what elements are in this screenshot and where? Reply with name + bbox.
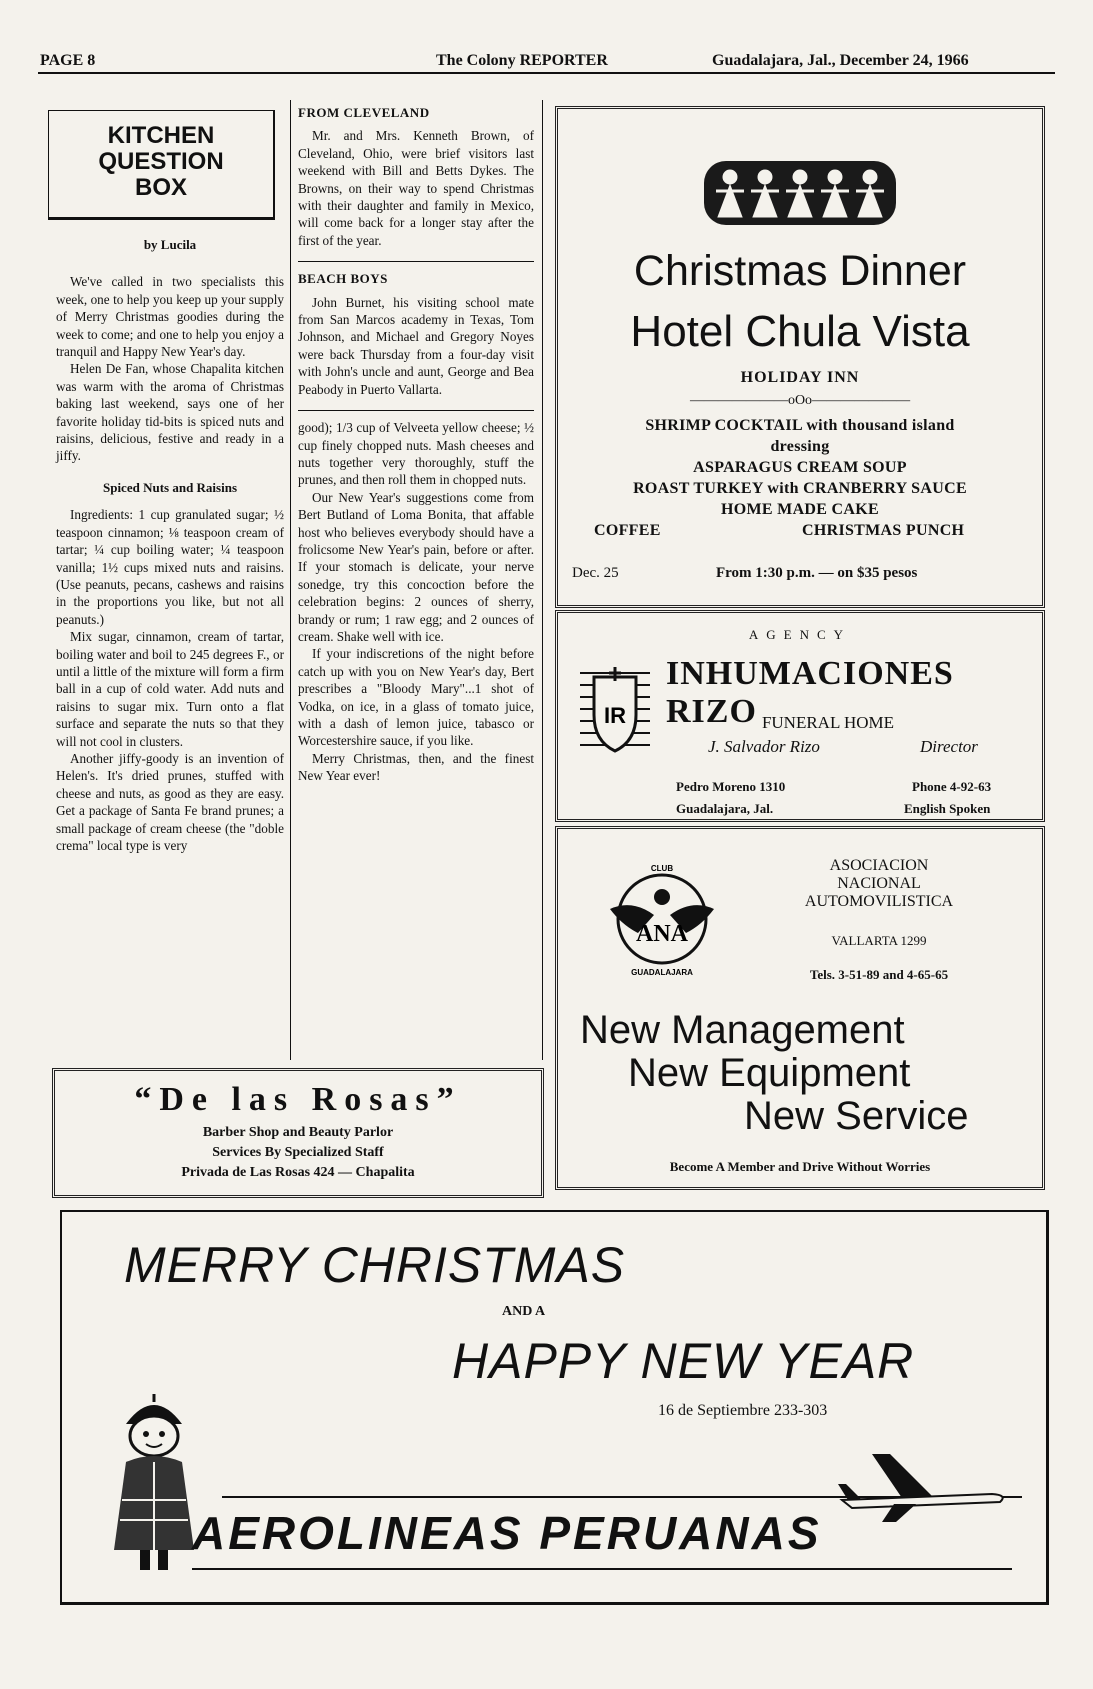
rosas-line3: Privada de Las Rosas 424 — Chapalita xyxy=(181,1165,415,1180)
ana-name-line: NACIONAL xyxy=(837,875,921,892)
rizo-name: INHUMACIONES RIZO xyxy=(666,655,954,730)
agency-label: AGENCY xyxy=(748,627,852,642)
paragraph: Helen De Fan, whose Chapalita kitchen was warm with the aroma of Christmas baking last weekend, says one of her favorite holiday tid-bits is spiced nuts and raisins, delicious, festive and ready in a jiffy. xyxy=(56,361,284,464)
dinner-ad xyxy=(555,106,1045,608)
paragraph: Mr. and Mrs. Kenneth Brown, of Cleveland, Ohio, were brief visitors last weekend with Bill and Betts Dykes. The Browns, on their way to spend Christmas with their daughter and family in Mexico, will come back for a longer stay after the first of the year. xyxy=(298,128,534,248)
rizo-ad xyxy=(555,610,1045,822)
paragraph: If your indiscretions of the night before catch up with you on New Year's day, Bert prescribes a "Bloody Mary"...1 shot of Vodka, on ice, in a glass of tomato juice, with a dash of lemon juice, tabasco or Worcestershire sauce, if you like. xyxy=(298,646,534,749)
column-rule xyxy=(542,100,543,1060)
kitchen-column xyxy=(56,236,284,854)
airline-ad xyxy=(60,1210,1049,1605)
menu-item: SHRIMP COCKTAIL with thousand island xyxy=(645,417,955,434)
ana-ad xyxy=(555,826,1045,1190)
divider xyxy=(298,261,534,262)
and-a: AND A xyxy=(502,1304,546,1319)
director-name: J. Salvador Rizo xyxy=(708,737,820,756)
header-rule xyxy=(38,72,1055,74)
rizo-phone: Phone 4-92-63 xyxy=(912,779,992,794)
rizo-address: Pedro Moreno 1310 xyxy=(676,779,786,794)
paragraph: Ingredients: 1 cup granulated sugar; ½ teaspoon cinnamon; ⅛ teaspoon cream of tartar; ¼ cup boiling water; ¼ teaspoon vanilla; 1½ cups mixed nuts and raisins. (Use peanuts, pecans, cashews and raisins in the proportions you like, but not all peanuts.) xyxy=(56,507,284,627)
director-title: Director xyxy=(920,737,978,756)
paragraph: Mix sugar, cinnamon, cream of tartar, boiling water and boil to 245 degrees F., or until a little of the mixture will form a firm ball in a cup of cold water. Add nuts and raisins to sugar mix. Turn onto a flat surface and separate the nuts so that they will not cool in clusters. xyxy=(56,629,284,749)
paragraph: John Burnet, his visiting school mate from San Marcos academy in Texas, Tom Johnson, and Michael and Gregory Noyes were back Thursday from a four-day visit with John's uncle and aunt, George and Bea Peabody in Puerto Vallarta. xyxy=(298,294,534,397)
paragraph: good); 1/3 cup of Velveeta yellow cheese; ½ cup finely chopped nuts. Mash cheeses and nuts together very thoroughly, stuff the prunes, and then roll them in chopped nuts. xyxy=(298,420,534,488)
rizo-shield-icon xyxy=(580,663,650,759)
divider-text: oOo xyxy=(787,393,813,408)
ana-slogan xyxy=(580,1009,969,1138)
kitchen-title-line3: BOX xyxy=(134,174,187,201)
rosas-name: “De las Rosas” xyxy=(134,1081,462,1118)
page-number: PAGE 8 xyxy=(40,52,96,69)
rizo-city: Guadalajara, Jal. xyxy=(676,801,774,816)
kitchen-title-line2: QUESTION xyxy=(98,148,224,175)
divider xyxy=(298,410,534,411)
menu-item: ROAST TURKEY with CRANBERRY SAUCE xyxy=(633,480,967,497)
slogan-line: New Service xyxy=(744,1094,969,1138)
byline: by Lucila xyxy=(143,237,197,252)
ana-footer: Become A Member and Drive Without Worries xyxy=(669,1159,931,1174)
ana-name xyxy=(774,857,984,911)
angels-icon xyxy=(700,151,900,231)
airline-rule xyxy=(192,1568,1012,1570)
dinner-time-price: From 1:30 p.m. — on $35 pesos xyxy=(716,565,918,581)
rosas-line2: Services By Specialized Staff xyxy=(212,1145,384,1160)
rosas-line1: Barber Shop and Beauty Parlor xyxy=(202,1125,394,1140)
paragraph: We've called in two specialists this week, one to help you keep up your supply of Merry Christmas goodies during the week to come; and one to help you enjoy a tranquil and Happy New Year's day. xyxy=(56,274,284,360)
rosas-ad xyxy=(52,1068,544,1198)
paragraph: Merry Christmas, then, and the finest New Year ever! xyxy=(298,750,534,784)
middle-column xyxy=(298,104,534,785)
slogan-line: New Management xyxy=(580,1008,905,1052)
ana-phones: Tels. 3-51-89 and 4-65-65 xyxy=(809,967,949,982)
hotel-name: Hotel Chula Vista xyxy=(630,307,970,356)
peruvian-boy-icon xyxy=(104,1390,204,1580)
menu-item: dressing xyxy=(770,438,830,455)
airline-address: 16 de Septiembre 233-303 xyxy=(658,1402,828,1419)
column-rule xyxy=(290,100,291,1060)
menu-item-punch: CHRISTMAS PUNCH xyxy=(802,522,965,539)
paragraph: Another jiffy-goody is an invention of Helen's. It's dried prunes, stuffed with cheese and nuts, as good as they are easy. Get a package of Santa Fe brand prunes; a small package of cream cheese (the "doble crema" local type is very xyxy=(56,750,284,853)
menu-item: ASPARAGUS CREAM SOUP xyxy=(693,459,907,476)
paragraph: Our New Year's suggestions come from Bert Butland of Loma Bonita, that affable host who believes everybody should have a frolicsome New Year's pain, before or after. If your stomach is delicate, your nerve sonedge, try this concoction before the celebration begins: 2 ounces of sherry, brandy or rum; 1 raw egg; and 2 ounces of cream. Shake well with ice. xyxy=(298,489,534,644)
dinner-title: Christmas Dinner xyxy=(633,247,967,295)
funeral-home: FUNERAL HOME xyxy=(761,713,895,732)
ana-name-line: ASOCIACION xyxy=(829,857,929,874)
ana-address: VALLARTA 1299 xyxy=(831,933,927,948)
menu xyxy=(558,415,1042,520)
menu-item-coffee: COFFEE xyxy=(594,522,661,539)
paper-name: The Colony REPORTER xyxy=(436,52,608,69)
holiday-inn: HOLIDAY INN xyxy=(740,369,860,386)
menu-item: HOME MADE CAKE xyxy=(721,501,879,518)
kitchen-title-line1: KITCHEN xyxy=(107,122,215,149)
rizo-logo-text: IR xyxy=(604,703,626,728)
ana-emblem-icon xyxy=(602,859,722,979)
rizo-english: English Spoken xyxy=(904,801,991,816)
airline-name: AEROLINEAS PERUANAS xyxy=(192,1507,822,1559)
ana-logo-letters: ANA xyxy=(636,921,688,947)
divider-ooo: ———————oOo——————— xyxy=(689,393,911,408)
cleveland-title: FROM CLEVELAND xyxy=(298,105,430,120)
ana-logo-top: CLUB xyxy=(650,864,674,873)
dateline: Guadalajara, Jal., December 24, 1966 xyxy=(712,52,969,69)
airplane-icon xyxy=(832,1448,1012,1528)
ana-logo-bottom: GUADALAJARA xyxy=(631,968,693,977)
beach-title: BEACH BOYS xyxy=(298,271,388,287)
recipe-title: Spiced Nuts and Raisins xyxy=(102,479,238,495)
happy-new-year: HAPPY NEW YEAR xyxy=(452,1333,915,1389)
merry-christmas: MERRY CHRISTMAS xyxy=(124,1237,626,1293)
slogan-line: New Equipment xyxy=(628,1051,911,1095)
ana-name-line: AUTOMOVILISTICA xyxy=(804,893,954,910)
dinner-date: Dec. 25 xyxy=(572,565,619,581)
kitchen-title-box xyxy=(48,110,275,220)
